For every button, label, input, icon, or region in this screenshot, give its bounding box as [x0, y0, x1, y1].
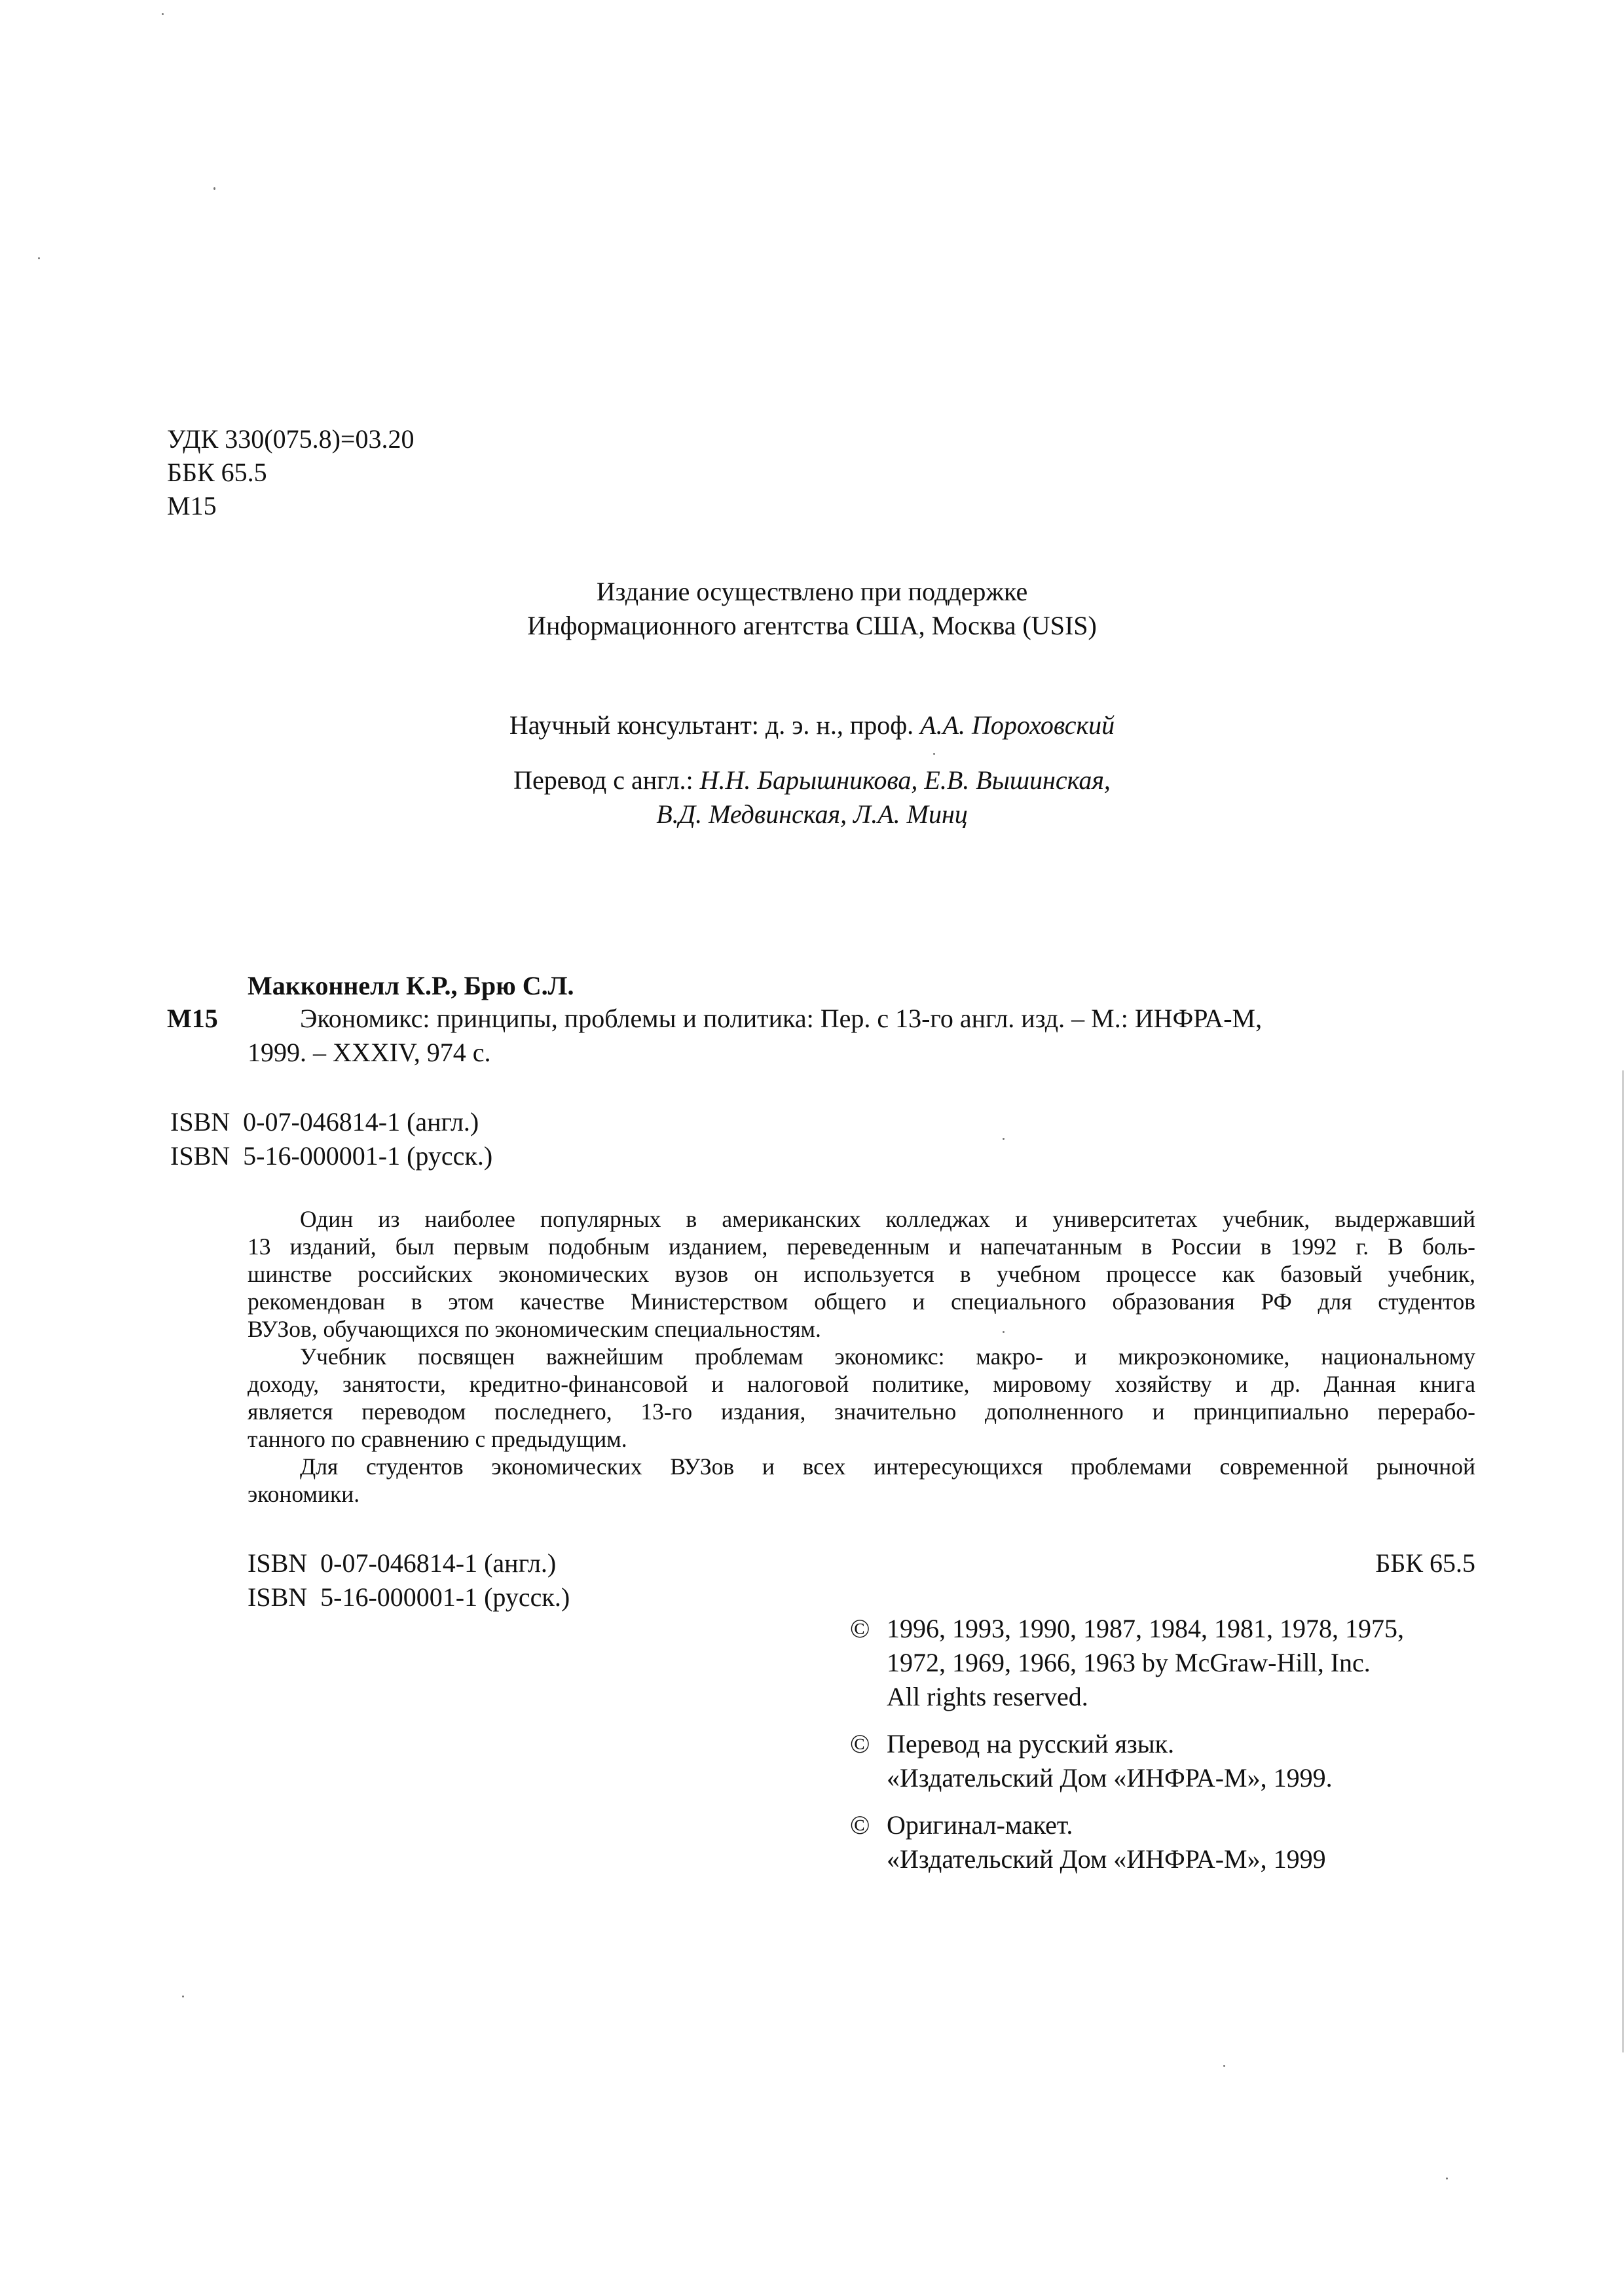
scan-speck [213, 187, 215, 190]
bibliographic-description [248, 1002, 1475, 1070]
scan-speck [1223, 2065, 1225, 2067]
udk-code: УДК 330(075.8)=03.20 [167, 424, 415, 454]
support-notice [0, 575, 1624, 643]
classification-codes [167, 422, 414, 522]
copyright-icon: © [850, 1614, 870, 1643]
annotation-line: является переводом последнего, 13-го издания, значительно дополненного и принципиально перерабо- [248, 1398, 1475, 1425]
isbn-russian: ISBN 5-16-000001-1 (русск.) [170, 1141, 493, 1171]
annotation-line: шинстве российских экономических вузов он используется в учебном процессе как базовый учебник, [248, 1261, 1475, 1287]
copyright-translation-holder: «Издательский Дом «ИНФРА-М», 1999. [887, 1763, 1333, 1793]
scientific-consultant [0, 708, 1624, 742]
scan-speck [182, 1995, 184, 1997]
annotation-line: экономики. [248, 1481, 360, 1507]
bbk-code-bottom: ББК 65.5 [1375, 1548, 1475, 1578]
annotation [248, 1205, 1475, 1508]
bibliographic-line-1: Экономикс: принципы, проблемы и политика: Пер. с 13-го англ. изд. – М.: ИНФРА-М, [300, 1004, 1263, 1033]
scan-speck [38, 257, 40, 259]
scan-speck [162, 13, 164, 15]
copyright-translation [850, 1727, 1333, 1795]
bibliographic-line-2: 1999. – XXXIV, 974 с. [248, 1038, 491, 1067]
translator-names-1: Н.Н. Барышникова, Е.В. Вышинская, [699, 765, 1111, 795]
bibliography-author-mark: М15 [167, 1004, 218, 1033]
isbn-english: ISBN 0-07-046814-1 (англ.) [170, 1107, 479, 1137]
annotation-line: ВУЗов, обучающихся по экономическим специальностям. [248, 1316, 821, 1342]
translator-names-2: В.Д. Медвинская, Л.А. Минц [656, 799, 968, 829]
author-mark: М15 [167, 491, 217, 520]
scan-speck [933, 753, 935, 755]
bbk-code: ББК 65.5 [167, 458, 267, 487]
annotation-line: 13 изданий, был первым подобным изданием, переведенным и напечатанным в России в 1992 г. В боль- [248, 1233, 1475, 1260]
support-line-1: Издание осуществлено при поддержке [596, 577, 1028, 606]
copyright-layout-holder: «Издательский Дом «ИНФРА-М», 1999 [887, 1844, 1326, 1874]
scan-speck [1003, 1138, 1005, 1140]
consultant-name: А.А. Пороховский [920, 710, 1115, 740]
copyright-layout-label: Оригинал-макет. [887, 1810, 1073, 1840]
copyright-mcgraw-hill [850, 1612, 1404, 1714]
book-authors: Макконнелл К.Р., Брю С.Л. [248, 971, 574, 1000]
annotation-line: танного по сравнению с предыдущим. [248, 1426, 627, 1452]
consultant-label: Научный консультант: д. э. н., проф. [509, 710, 914, 740]
annotation-line: доходу, занятости, кредитно-финансовой и налоговой политике, мировому хозяйству и др. Данная книга [248, 1371, 1475, 1397]
isbn-english: ISBN 0-07-046814-1 (англ.) [248, 1548, 557, 1578]
support-line-2: Информационного агентства США, Москва (USIS) [527, 611, 1097, 640]
annotation-line: Для студентов экономических ВУЗов и всех интересующихся проблемами современной рыночной [300, 1453, 1475, 1480]
isbn-block-bottom [248, 1546, 570, 1614]
copyright-icon: © [850, 1810, 870, 1840]
scan-speck [1446, 2178, 1448, 2179]
copyright-years-2: 1972, 1969, 1966, 1963 by McGraw-Hill, Inc. [887, 1648, 1371, 1677]
translators [0, 763, 1624, 831]
isbn-russian: ISBN 5-16-000001-1 (русск.) [248, 1582, 570, 1612]
annotation-line: Учебник посвящен важнейшим проблемам экономикс: макро- и микроэкономике, национальному [300, 1343, 1475, 1370]
annotation-line: Один из наиболее популярных в американских колледжах и университетах учебник, выдержавший [300, 1206, 1475, 1232]
translation-label: Перевод с англ.: [513, 765, 693, 795]
copyright-years-1: 1996, 1993, 1990, 1987, 1984, 1981, 1978, 1975, [887, 1614, 1404, 1643]
copyright-rights: All rights reserved. [887, 1682, 1088, 1711]
copyright-icon: © [850, 1729, 870, 1758]
isbn-block-top [170, 1105, 492, 1173]
copyright-translation-label: Перевод на русский язык. [887, 1729, 1175, 1758]
copyright-layout [850, 1808, 1326, 1876]
annotation-line: рекомендован в этом качестве Министерством общего и специального образования РФ для студентов [248, 1288, 1475, 1315]
